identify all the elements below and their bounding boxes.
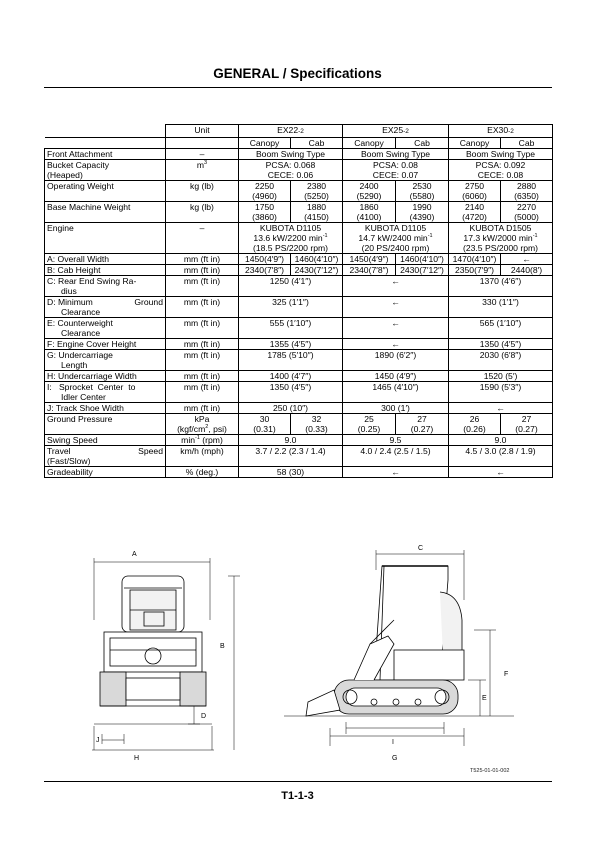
table-row-cab-height: B: Cab Height mm (ft in) 2340(7′8″) 2430(7′12″) 2340(7′8″) 2430(7′12″) 2350(7′9″) 2440(8′) — [45, 265, 553, 276]
dim-label-f: F — [504, 671, 509, 678]
table-row-engine: Engine – KUBOTA D1105 13.6 kW/2200 $\min^{-1}$ (18.5 PS/2200 rpm) KUBOTA D1105 14.7 kW/2400 $\min^{-1}$ (20 PS/2400 rpm) KUBOTA D1505 17.3 kW/2000 $\min^{-1}$ (23.5 PS/2000 rpm) — [45, 223, 553, 254]
table-row-gradeability: Gradeability % (deg.) 58 (30) ← ← — [45, 467, 553, 478]
canopy-label: Canopy — [343, 138, 396, 149]
front-view-excavator — [100, 576, 206, 706]
table-row-front-attachment: Front Attachment – Boom Swing Type Boom Swing Type Boom Swing Type — [45, 149, 553, 160]
unit-header: Unit — [166, 125, 239, 138]
table-row-engine-cover-height: F: Engine Cover Height mm (ft in) 1355 (4′5″) ← 1350 (4′5″) — [45, 339, 553, 350]
same-as-arrow: ← — [501, 254, 553, 265]
same-as-arrow: ← — [449, 403, 553, 414]
table-row-travel-speed: Travel Speed (Fast/Slow) km/h (mph) 3.7 / 2.2 (2.3 / 1.4) 4.0 / 2.4 (2.5 / 1.5) 4.5 / 3.0 (2.8 / 1.9) — [45, 446, 553, 467]
table-row-swing-speed: Swing Speed $\min^{-1} (rpm)$ 9.0 9.5 9.0 — [45, 435, 553, 446]
cab-label: Cab — [291, 138, 343, 149]
same-as-arrow: ← — [343, 467, 449, 478]
dim-label-e: E — [482, 695, 487, 702]
dim-label-d: D — [201, 713, 207, 720]
table-row-models — [45, 125, 553, 138]
table-row-overall-width: A: Overall Width mm (ft in) 1450(4′9″) 1460(4′10″) 1450(4′9″) 1460(4′10″) 1470(4′10″) ← — [45, 254, 553, 265]
table-row-counterweight-clearance: E: Counterweight Clearance mm (ft in) 555 (1′10″) ← 565 (1′10″) — [45, 318, 553, 339]
page-title: GENERAL / Specifications — [213, 66, 382, 81]
same-as-arrow: ← — [343, 297, 449, 318]
same-as-arrow: ← — [343, 339, 449, 350]
table-row-undercarriage-length: G: Undercarriage Length mm (ft in) 1785 (5′10″) 1890 (6′2″) 2030 (6′8″) — [45, 350, 553, 371]
table-row-rear-end-swing-radius: C: Rear End Swing Ra- dius mm (ft in) 1250 (4′1″) ← 1370 (4′6″) — [45, 276, 553, 297]
side-view-excavator — [306, 566, 464, 716]
dim-label-b: B — [220, 643, 225, 650]
dimension-drawing — [44, 540, 552, 778]
footer-rule — [44, 781, 552, 782]
canopy-label: Canopy — [239, 138, 291, 149]
table-row-operating-weight: Operating Weight kg (lb) 2250 (4960) 2380 (5250) 2400 (5290) 2530 (5580) 2750 (6060) 2880 (6350) — [45, 181, 553, 202]
table-row-cab-type — [45, 138, 553, 149]
dim-label-j: J — [96, 737, 100, 744]
table-row-track-shoe-width: J: Track Shoe Width mm (ft in) 250 (10″) 300 (1′) ← — [45, 403, 553, 414]
model-ex30: EX30-2 — [449, 125, 553, 138]
model-ex22: EX22-2 — [239, 125, 343, 138]
same-as-arrow: ← — [449, 467, 553, 478]
cab-label: Cab — [396, 138, 449, 149]
dim-label-c: C — [418, 545, 424, 552]
dim-label-a: A — [132, 551, 137, 558]
table-row-undercarriage-width: H: Undercarriage Width mm (ft in) 1400 (4′7″) 1450 (4′9″) 1520 (5′) — [45, 371, 553, 382]
table-row-minimum-ground-clearance: D: Minimum Ground Clearance mm (ft in) 325 (1′1″) ← 330 (1′1″) — [45, 297, 553, 318]
same-as-arrow: ← — [343, 276, 449, 297]
table-row-ground-pressure: Ground Pressure kPa ($kgf/cm^2$, psi) 30 (0.31) 32 (0.33) 25 (0.25) 27 (0.27) 26 (0.26) 27 (0.27) — [45, 414, 553, 435]
table-row-sprocket-center: I: Sprocket Center to Idler Center mm (ft in) 1350 (4′5″) 1465 (4′10″) 1590 (5′3″) — [45, 382, 553, 403]
specifications-table — [44, 124, 553, 478]
dim-label-g: G — [392, 755, 398, 762]
same-as-arrow: ← — [343, 318, 449, 339]
canopy-label: Canopy — [449, 138, 501, 149]
dim-label-h: H — [134, 755, 140, 762]
cab-label: Cab — [501, 138, 553, 149]
table-row-base-machine-weight: Base Machine Weight kg (lb) 1750 (3860) 1880 (4150) 1860 (4100) 1990 (4390) 2140 (4720) 2270 (5000) — [45, 202, 553, 223]
figure-code: T525-01-01-002 — [470, 768, 510, 774]
table-row-bucket-capacity: Bucket Capacity (Heaped) $m^3$ PCSA: 0.068 CECE: 0.06 PCSA: 0.08 CECE: 0.07 PCSA: 0.092 CECE: 0.08 — [45, 160, 553, 181]
model-ex25: EX25-2 — [343, 125, 449, 138]
page-number: T1-1-3 — [281, 790, 314, 802]
dim-label-i: I — [392, 739, 394, 746]
title-rule — [44, 87, 552, 88]
